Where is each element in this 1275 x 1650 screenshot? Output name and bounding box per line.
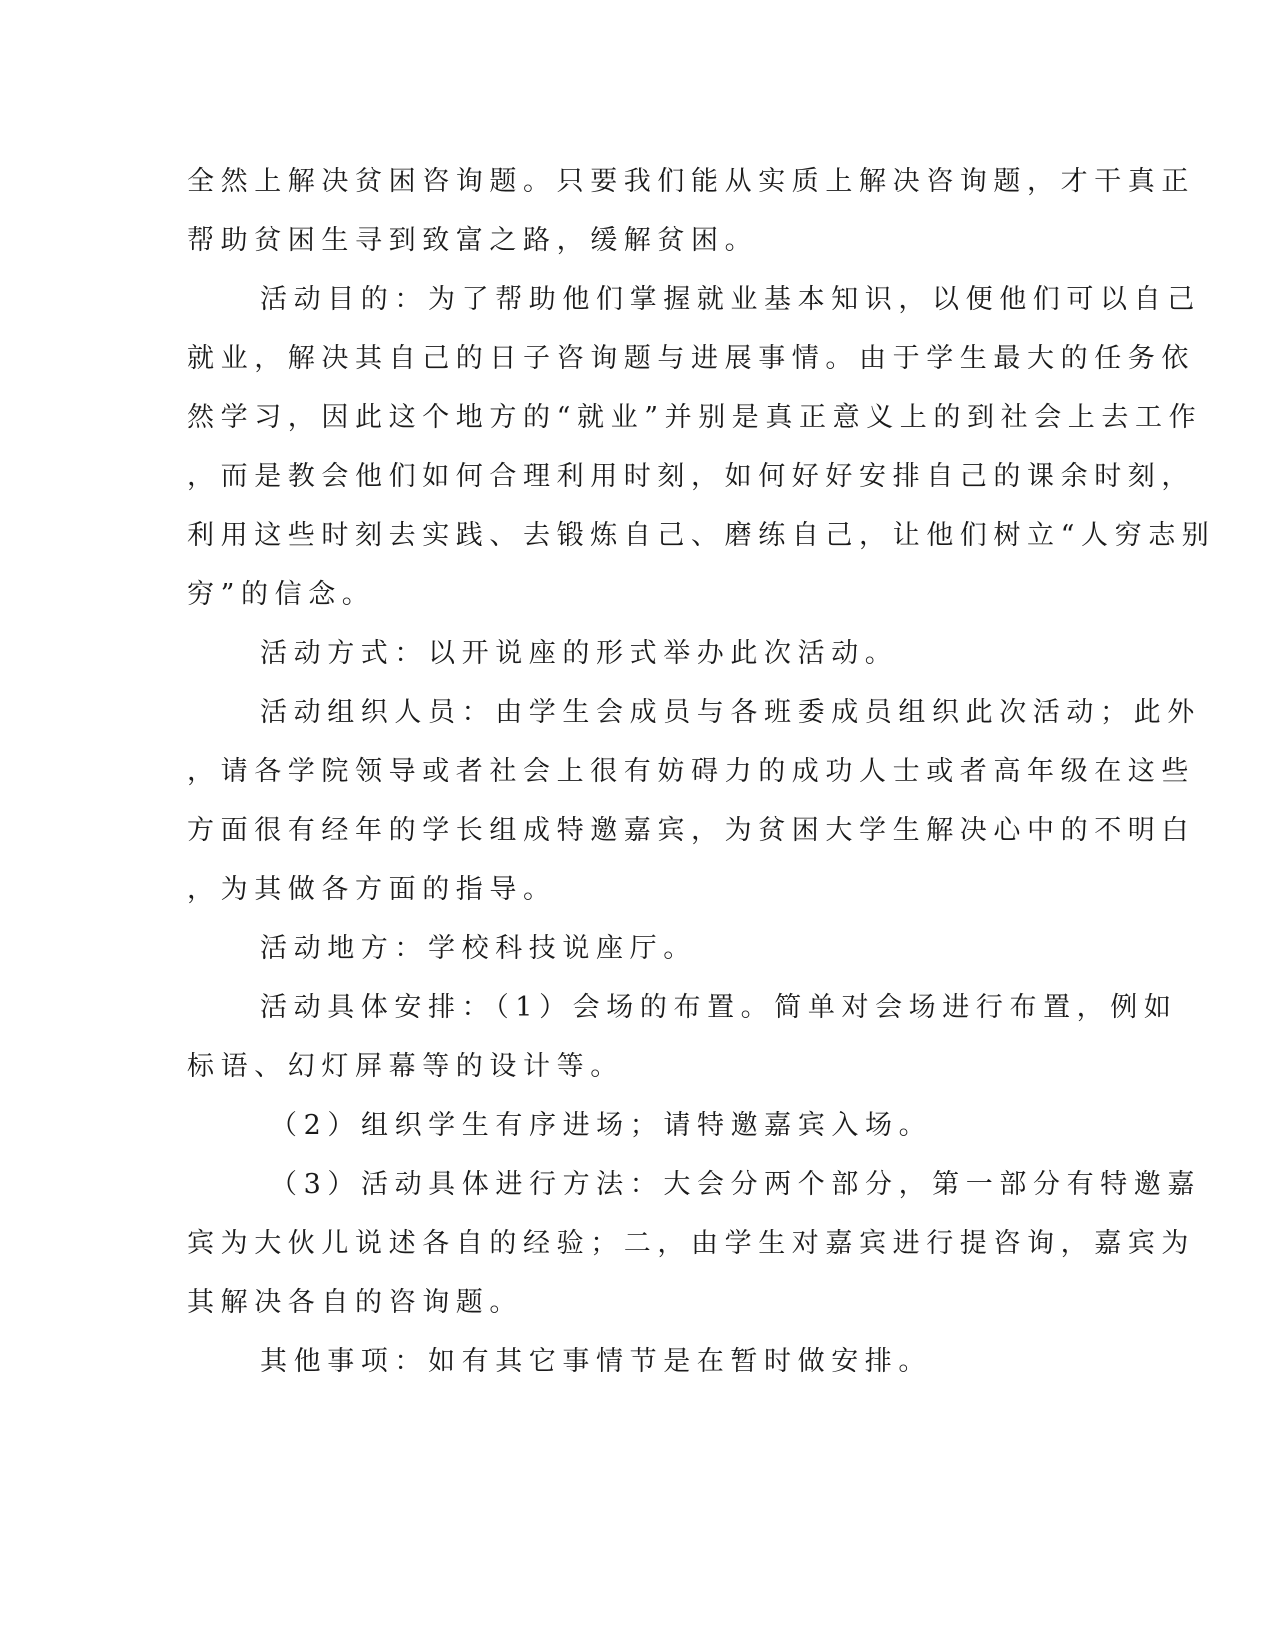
text-line: 利用这些时刻去实践、去锻炼自己、磨练自己，让他们树立“人穷志别: [187, 520, 1216, 551]
paragraph-other-matters: 其他事项：如有其它事情节是在暂时做安排。: [260, 1346, 932, 1377]
paragraph-activity-method: 活动方式：以开说座的形式举办此次活动。: [260, 638, 899, 669]
text-line: ，为其做各方面的指导。: [187, 874, 557, 905]
text-line: 宾为大伙儿说述各自的经验；二，由学生对嘉宾进行提咨询，嘉宾为: [187, 1228, 1195, 1259]
text-line: 帮助贫困生寻到致富之路，缓解贫困。: [187, 225, 759, 256]
text-line: 全然上解决贫困咨询题。只要我们能从实质上解决咨询题，才干真正: [187, 166, 1195, 197]
arrangement-item-2: （2）组织学生有序进场；请特邀嘉宾入场。: [270, 1110, 933, 1141]
text-line: ，而是教会他们如何合理利用时刻，如何好好安排自己的课余时刻，: [187, 461, 1195, 492]
paragraph-activity-purpose: 活动目的：为了帮助他们掌握就业基本知识，以便他们可以自己: [260, 284, 1201, 315]
paragraph-activity-location: 活动地方：学校科技说座厅。: [260, 933, 697, 964]
paragraph-activity-arrangement: 活动具体安排：（1）会场的布置。简单对会场进行布置，例如: [260, 992, 1178, 1023]
text-line: 其解决各自的咨询题。: [187, 1287, 523, 1318]
text-line: 穷”的信念。: [187, 579, 376, 610]
text-line: ，请各学院领导或者社会上很有妨碍力的成功人士或者高年级在这些: [187, 756, 1195, 787]
arrangement-item-3: （3）活动具体进行方法：大会分两个部分，第一部分有特邀嘉: [270, 1169, 1201, 1200]
paragraph-organizers: 活动组织人员：由学生会成员与各班委成员组织此次活动；此外: [260, 697, 1201, 728]
text-line: 标语、幻灯屏幕等的设计等。: [187, 1051, 624, 1082]
text-line: 然学习，因此这个地方的“就业”并别是真正意义上的到社会上去工作: [187, 402, 1203, 433]
text-line: 就业，解决其自己的日子咨询题与进展事情。由于学生最大的任务依: [187, 343, 1195, 374]
text-line: 方面很有经年的学长组成特邀嘉宾，为贫困大学生解决心中的不明白: [187, 815, 1195, 846]
